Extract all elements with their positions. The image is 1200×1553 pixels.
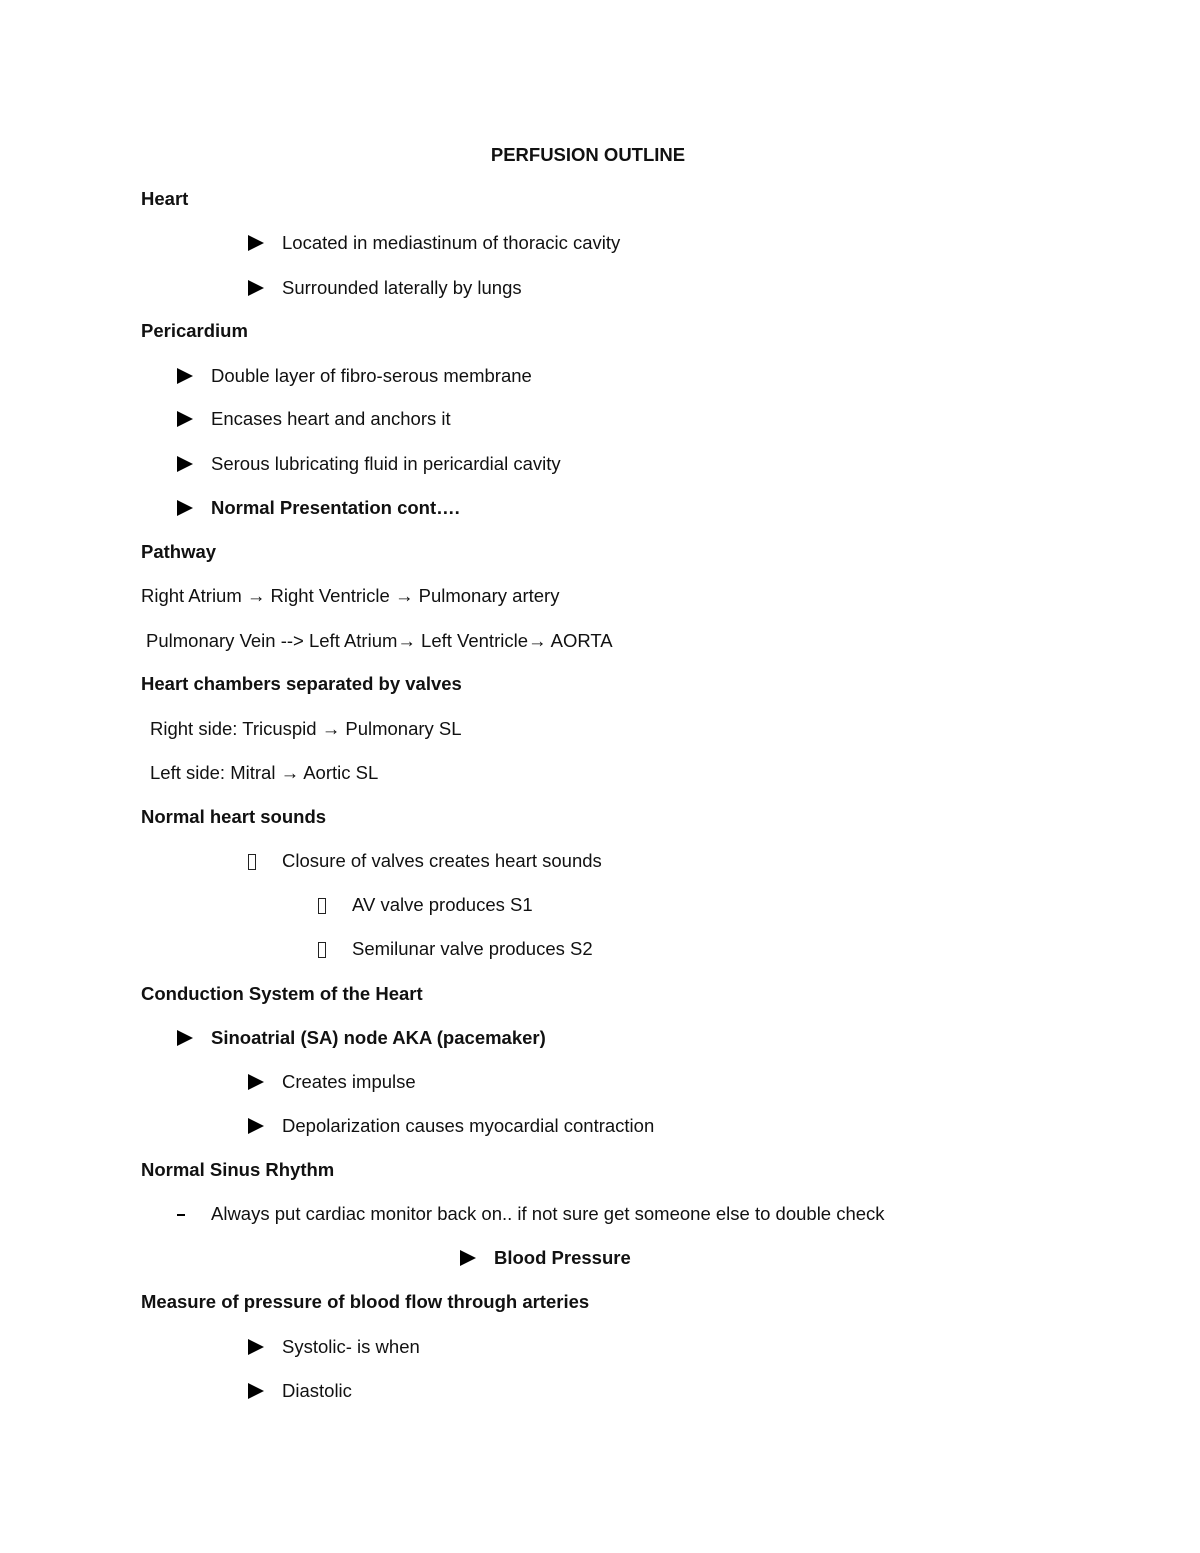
triangle-bullet-icon: [248, 1383, 264, 1399]
heading-conduction: Conduction System of the Heart: [141, 983, 423, 1004]
triangle-bullet-icon: [177, 1030, 193, 1046]
triangle-bullet-icon: [177, 411, 193, 427]
triangle-bullet-icon: [248, 280, 264, 296]
valves-right-side: Right side: Tricuspid → Pulmonary SL: [150, 718, 462, 739]
triangle-bullet-icon: [248, 235, 264, 251]
triangle-bullet-icon: [248, 1339, 264, 1355]
heading-pericardium: Pericardium: [141, 320, 248, 341]
page-title: PERFUSION OUTLINE: [490, 144, 686, 165]
pathway-line-2: Pulmonary Vein --> Left Atrium→ Left Ventricle→ AORTA: [146, 630, 613, 651]
triangle-bullet-icon: [460, 1250, 476, 1266]
triangle-bullet-icon: [177, 456, 193, 472]
heading-valves: Heart chambers separated by valves: [141, 673, 462, 694]
subheading-blood-pressure: Measure of pressure of blood flow through arteries: [141, 1291, 590, 1312]
box-bullet-icon: [318, 898, 326, 914]
triangle-bullet-icon: [177, 500, 193, 516]
box-bullet-icon: [248, 854, 256, 870]
heading-heart: Heart: [141, 188, 189, 209]
box-bullet-icon: [318, 942, 326, 958]
valves-left-side: Left side: Mitral → Aortic SL: [150, 762, 379, 783]
triangle-bullet-icon: [248, 1074, 264, 1090]
triangle-bullet-icon: [177, 368, 193, 384]
pathway-line-1: Right Atrium → Right Ventricle → Pulmonary artery: [141, 585, 560, 606]
heading-sinus-rhythm: Normal Sinus Rhythm: [141, 1159, 335, 1180]
triangle-bullet-icon: [248, 1118, 264, 1134]
dash-bullet-icon: [177, 1214, 185, 1216]
heading-heart-sounds: Normal heart sounds: [141, 806, 327, 827]
heading-pathway: Pathway: [141, 541, 217, 562]
